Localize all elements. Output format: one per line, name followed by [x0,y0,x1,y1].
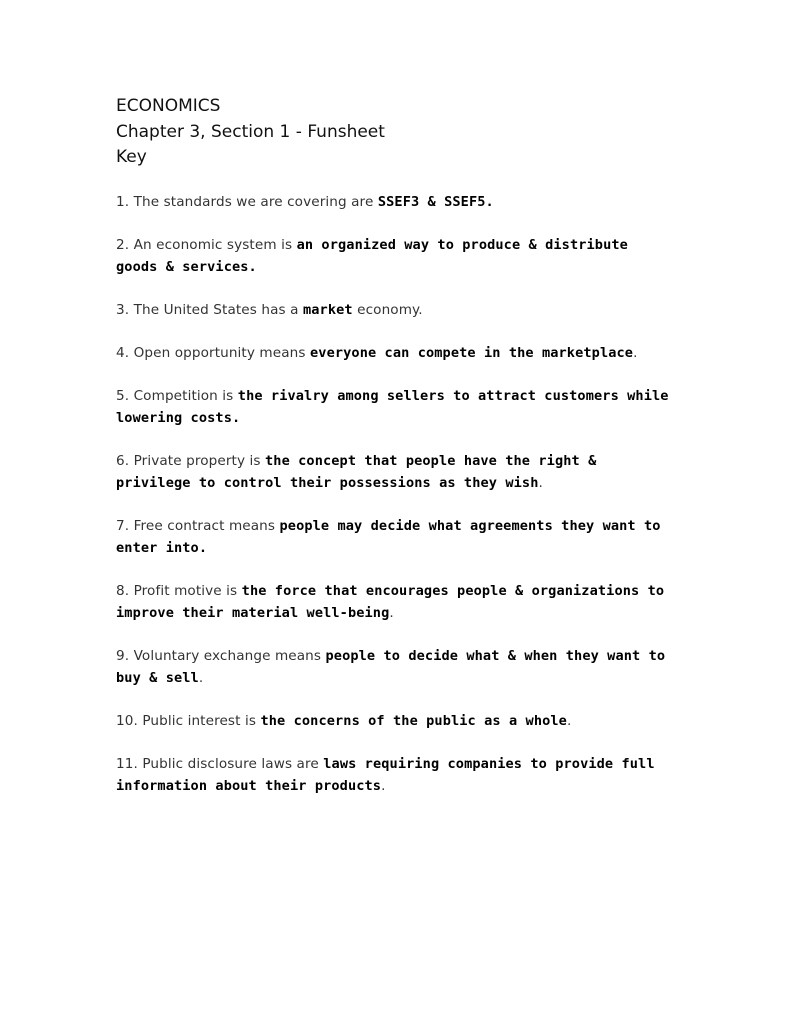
question-prompt: 2. An economic system is [116,236,297,253]
question-answer: market [302,301,353,318]
question-answer: the force that encourages people & organizations to improve their material well-being [116,582,665,621]
worksheet-page [116,94,676,818]
question-item [116,580,676,624]
question-answer: laws requiring companies to provide full information about their products [116,755,655,794]
question-prompt: 9. Voluntary exchange means [116,647,326,664]
question-answer: the concept that people have the right & privilege to control their possessions as they wish [116,452,597,491]
course-title: ECONOMICS [116,96,221,116]
question-item [116,191,676,213]
question-prompt: 11. Public disclosure laws are [116,755,324,772]
question-prompt: 8. Profit motive is [116,582,242,599]
question-tail: . [566,712,572,729]
question-tail: . [198,669,204,686]
question-prompt: 5. Competition is [116,387,238,404]
question-item [116,710,676,732]
question-prompt: 7. Free contract means [116,517,280,534]
question-tail: economy. [352,301,423,318]
question-item [116,753,676,797]
question-prompt: 4. Open opportunity means [116,344,310,361]
question-answer: the concerns of the public as a whole [260,712,567,729]
question-prompt: 10. Public interest is [116,712,261,729]
question-tail: . [633,344,638,361]
question-item [116,299,676,321]
question-item [116,450,676,494]
question-tail: . [538,474,543,491]
question-item [116,342,676,364]
question-prompt: 3. The United States has a [116,301,303,318]
question-answer: everyone can compete in the marketplace [310,344,634,361]
question-answer: people may decide what agreements they want to enter into. [116,517,661,556]
question-tail: . [389,604,394,621]
question-item [116,515,676,559]
question-answer: people to decide what & when they want to buy & sell [116,647,666,686]
document-header [116,94,676,171]
question-item [116,385,676,429]
question-item [116,234,676,278]
question-answer: the rivalry among sellers to attract customers while lowering costs. [116,387,669,426]
question-item [116,645,676,689]
key-label: Key [116,147,147,167]
chapter-title: Chapter 3, Section 1 - Funsheet [116,121,385,142]
question-list [116,191,676,797]
question-tail: . [381,777,386,794]
question-prompt: 6. Private property is [116,452,265,469]
question-prompt: 1. The standards we are covering are [116,193,378,210]
question-answer: SSEF3 & SSEF5. [377,193,494,210]
question-answer: an organized way to produce & distribute goods & services. [116,236,628,275]
